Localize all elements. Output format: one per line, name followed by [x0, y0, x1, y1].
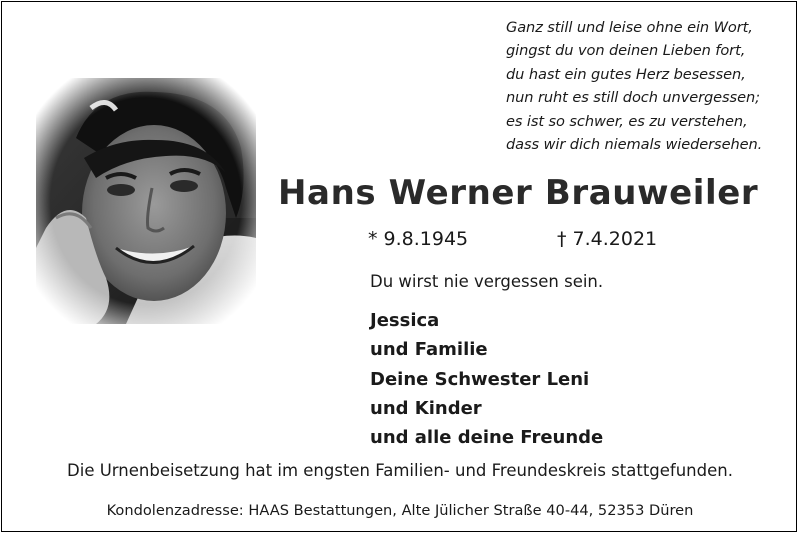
poem-line: dass wir dich niemals wiedersehen. [506, 136, 763, 154]
poem-line: nun ruht es still doch unvergessen; [506, 89, 760, 107]
deceased-name: Hans Werner Brauweiler [278, 173, 759, 213]
mourner-entry: Deine Schwester Leni [370, 368, 590, 390]
poem-line: Ganz still und leise ohne ein Wort, [506, 19, 753, 36]
poem-line: es ist so schwer, es zu verstehen, [506, 112, 748, 130]
burial-note: Die Urnenbeisetzung hat im engsten Familien- und Freundeskreis stattgefunden. [67, 461, 733, 480]
mourners-list [370, 306, 603, 452]
condolence-address: Kondolenzadresse: HAAS Bestattungen, Alte Jülicher Straße 40-44, 52353 Düren [106, 502, 694, 519]
birth-date: * 9.8.1945 [368, 228, 469, 250]
mourner-entry: und alle deine Freunde [370, 427, 604, 449]
death-date: † 7.4.2021 [557, 228, 658, 250]
portrait-photo [36, 78, 256, 324]
mourner-entry: Jessica [370, 310, 440, 331]
poem-line: du hast ein gutes Herz besessen, [506, 65, 746, 83]
mourner-entry: und Kinder [370, 397, 482, 419]
poem [506, 16, 792, 156]
poem-line: gingst du von deinen Lieben fort, [506, 42, 746, 60]
motto: Du wirst nie vergessen sein. [370, 272, 604, 291]
mourner-entry: und Familie [370, 339, 488, 361]
